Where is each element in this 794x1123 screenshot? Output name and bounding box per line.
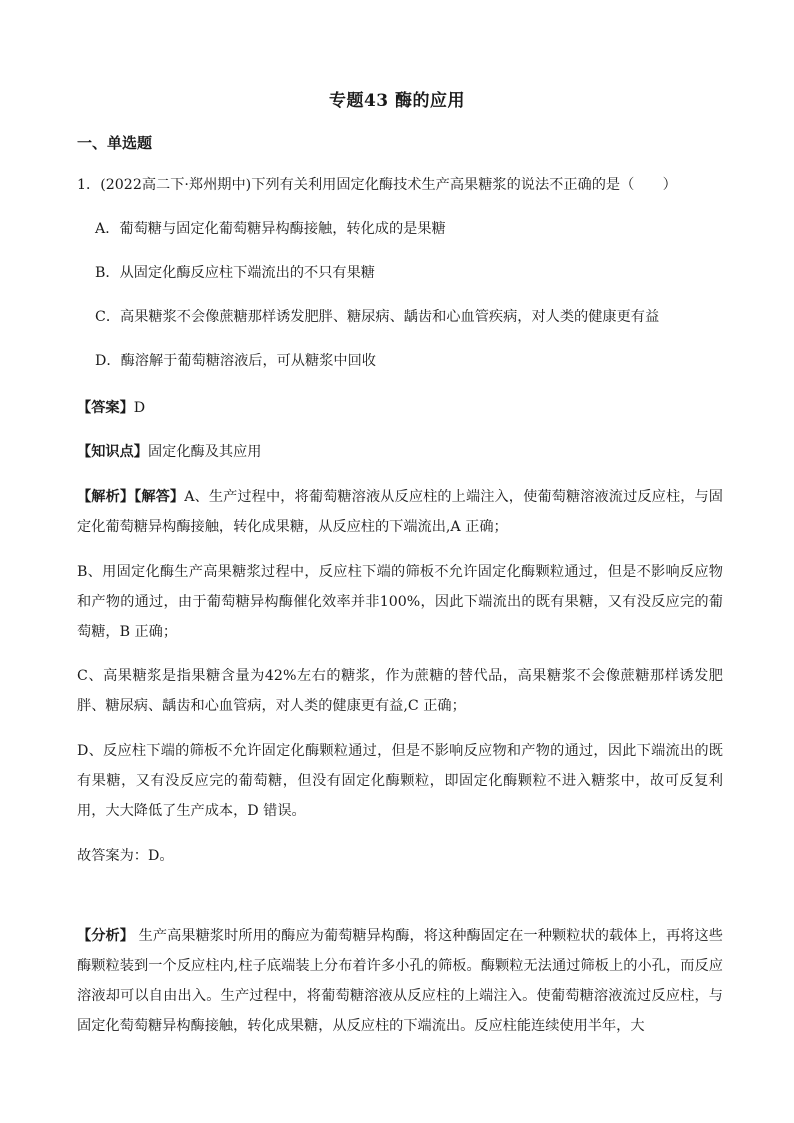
answer-line xyxy=(77,393,723,423)
question-number: 1． xyxy=(77,177,101,193)
question-source: (2022高二下·郑州期中) xyxy=(100,177,252,193)
page-title: 专题43 酶的应用 xyxy=(328,91,466,111)
knowledge-value: 固定化酶及其应用 xyxy=(147,444,262,460)
section-heading: 一、单选题 xyxy=(77,134,153,152)
explanation-text-a: A、生产过程中，将葡萄糖溶液从反应柱的上端注入，使葡萄糖溶液流过反应柱，与固定化葡萄糖异构酶接触，转化成果糖，从反应柱的下端流出,A 正确； xyxy=(77,489,723,535)
answer-value: D xyxy=(133,400,146,416)
explanation-label: 【解析】【解答】 xyxy=(77,489,185,505)
option-c: C．高果糖浆不会像蔗糖那样诱发肥胖、糖尿病、龋齿和心血管疾病，对人类的健康更有益 xyxy=(95,309,660,325)
explanation-paragraph-a xyxy=(77,482,723,542)
explanation-paragraph-b: B、用固定化酶生产高果糖浆过程中，反应柱下端的筛板不允许固定化酶颗粒通过，但是不影响反应物和产物的通过，由于葡萄糖异构酶催化效率并非100%，因此下端流出的既有果糖，又有没反应完的葡萄糖，B 正确； xyxy=(77,564,723,640)
knowledge-label: 【知识点】 xyxy=(77,444,148,460)
analysis-paragraph xyxy=(77,921,723,1041)
knowledge-line xyxy=(77,437,723,467)
explanation-paragraph-d: D、反应柱下端的筛板不允许固定化酶颗粒通过，但是不影响反应物和产物的通过，因此下端流出的既有果糖，又有没反应完的葡萄糖，但没有固定化酶颗粒，即固定化酶颗粒不进入糖浆中，故可反复利用，大大降低了生产成本，D 错误。 xyxy=(77,743,723,819)
option-a: A．葡萄糖与固定化葡萄糖异构酶接触，转化成的是果糖 xyxy=(95,221,446,237)
option-d: D．酶溶解于葡萄糖溶液后，可从糖浆中回收 xyxy=(95,353,376,369)
analysis-text: 生产高果糖浆时所用的酶应为葡萄糖异构酶，将这种酶固定在一种颗粒状的载体上，再将这些酶颗粒装到一个反应柱内,柱子底端装上分布着许多小孔的筛板。酶颗粒无法通过筛板上的小孔，而反应溶液却可以自由出入。生产过程中，将葡萄糖溶液从反应柱的上端注入。使葡萄糖溶液流过反应柱，与固定化萄萄糖异构酶接触，转化成果糖，从反应柱的下端流出。反应柱能连续使用半年，大 xyxy=(77,928,723,1034)
option-b: B．从固定化酶反应柱下端流出的不只有果糖 xyxy=(95,265,375,281)
explanation-paragraph-c: C、高果糖浆是指果糖含量为42%左右的糖浆，作为蔗糖的替代品，高果糖浆不会像蔗糖那样诱发肥胖、糖尿病、龋齿和心血管病，对人类的健康更有益,C 正确； xyxy=(77,668,723,714)
question-text: 下列有关利用固定化酶技术生产高果糖浆的说法不正确的是（ ） xyxy=(251,177,677,193)
analysis-label: 【分析】 xyxy=(77,928,135,944)
question-stem xyxy=(77,170,723,200)
answer-label: 【答案】 xyxy=(77,400,134,416)
final-answer: 故答案为：D。 xyxy=(77,848,174,864)
